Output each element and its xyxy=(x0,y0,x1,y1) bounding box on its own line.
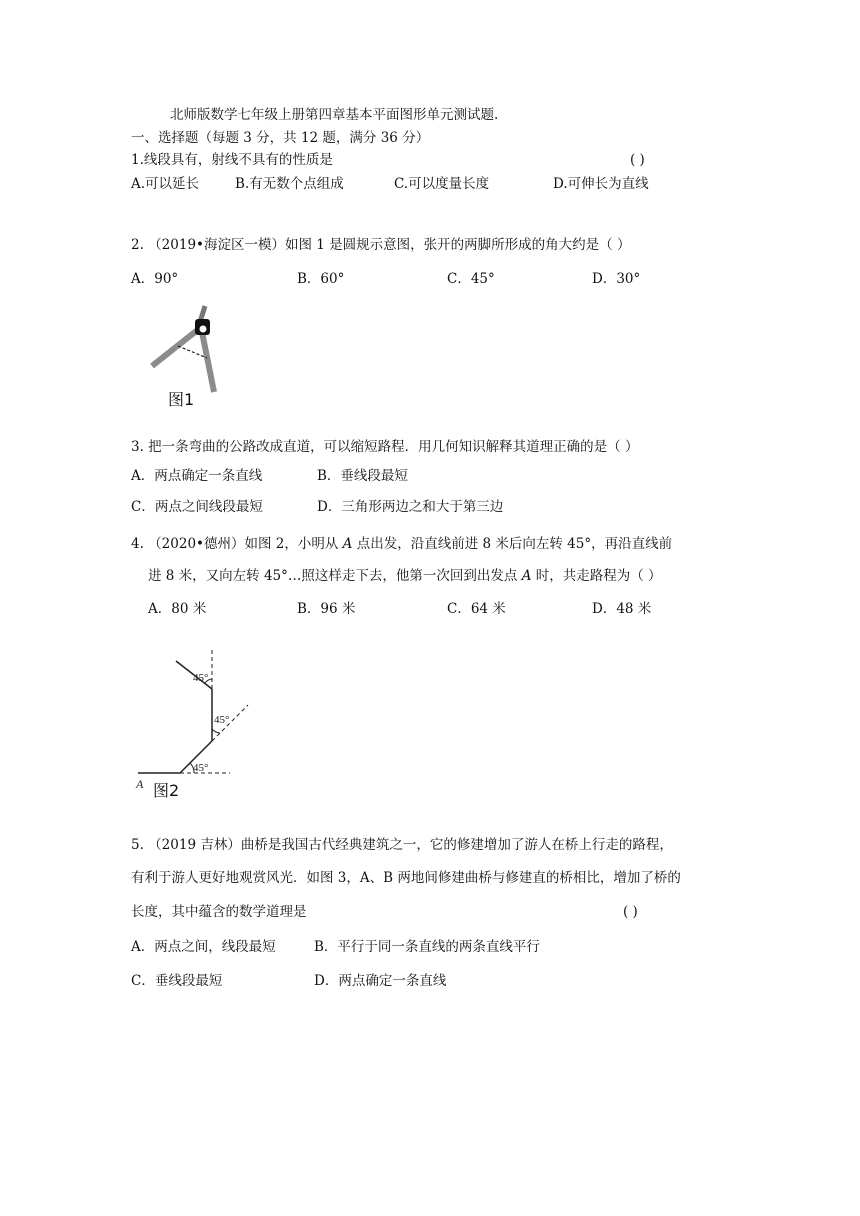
q4-stem-line1-a: 4. （2020•德州）如图 2，小明从 xyxy=(131,536,343,552)
q4-point-a-2: A xyxy=(521,568,532,584)
document-title: 北师版数学七年级上册第四章基本平面图形单元测试题. xyxy=(170,107,499,123)
compass-left-leg xyxy=(152,328,200,366)
q4-stem-line2 xyxy=(148,567,662,585)
compass-right-leg xyxy=(202,332,214,392)
q4-option-a: A．80 米 xyxy=(148,601,207,617)
q2-option-b: B．60° xyxy=(297,271,345,287)
q5-option-c: C．垂线段最短 xyxy=(131,973,223,989)
q4-stem-line2-b: 时，共走路程为（ ） xyxy=(531,568,662,584)
q3-stem: 3. 把一条弯曲的公路改成直道，可以缩短路程．用几何知识解释其道理正确的是（ ） xyxy=(131,439,639,455)
q5-option-b: B．平行于同一条直线的两条直线平行 xyxy=(314,939,540,955)
angle-arc-2 xyxy=(212,729,220,733)
q5-option-d: D．两点确定一条直线 xyxy=(314,973,447,989)
angle-label-2: 45° xyxy=(214,714,230,726)
q2-stem: 2. （2019•海淀区一模）如图 1 是圆规示意图，张开的两脚所形成的角大约是（ ） xyxy=(131,237,631,253)
q1-option-b: B.有无数个点组成 xyxy=(235,176,344,192)
q1-answer-paren: ( ) xyxy=(630,152,645,168)
q4-option-c: C．64 米 xyxy=(447,601,506,617)
q3-option-c: C．两点之间线段最短 xyxy=(131,499,263,515)
q4-stem-line1-b: 点出发，沿直线前进 8 米后向左转 45°，再沿直线前 xyxy=(352,536,673,552)
figure-1-label: 图1 xyxy=(168,390,195,409)
q2-option-a: A．90° xyxy=(131,271,179,287)
figure-2-path xyxy=(130,645,260,805)
figure-2-label: 图2 xyxy=(153,781,180,800)
angle-label-1: 45° xyxy=(193,762,209,774)
q5-line2: 有利于游人更好地观赏风光．如图 3，A、B 两地间修建曲桥与修建直的桥相比，增加了桥的 xyxy=(131,870,681,886)
q3-option-d: D．三角形两边之和大于第三边 xyxy=(317,499,504,515)
q5-line1: 5. （2019 吉林）曲桥是我国古代经典建筑之一，它的修建增加了游人在桥上行走的路程， xyxy=(131,837,673,853)
q4-stem-line2-a: 进 8 米，又向左转 45°…照这样走下去，他第一次回到出发点 xyxy=(148,568,522,584)
q1-option-a: A.可以延长 xyxy=(131,176,200,192)
q5-line3: 长度，其中蕴含的数学道理是 xyxy=(131,904,307,920)
q1-stem: 1.线段具有，射线不具有的性质是 xyxy=(131,152,333,168)
angle-label-3: 45° xyxy=(193,672,209,684)
compass-hinge-hole xyxy=(200,326,207,333)
q1-option-d: D.可伸长为直线 xyxy=(553,176,649,192)
q2-option-d: D．30° xyxy=(592,271,641,287)
q4-point-a: A xyxy=(342,536,353,552)
point-a-label: A xyxy=(136,777,144,791)
q4-option-d: D．48 米 xyxy=(592,601,652,617)
q4-stem-line1 xyxy=(131,535,672,553)
q2-option-c: C．45° xyxy=(447,271,495,287)
q3-option-a: A．两点确定一条直线 xyxy=(131,468,263,484)
q5-answer-paren: ( ) xyxy=(623,904,638,920)
q4-option-b: B．96 米 xyxy=(297,601,356,617)
q1-option-c: C.可以度量长度 xyxy=(394,176,490,192)
q3-option-b: B．垂线段最短 xyxy=(317,468,408,484)
section-heading: 一、选择题（每题 3 分，共 12 题，满分 36 分） xyxy=(131,130,430,146)
figure-1-compass xyxy=(140,300,250,415)
q5-option-a: A．两点之间，线段最短 xyxy=(131,939,276,955)
